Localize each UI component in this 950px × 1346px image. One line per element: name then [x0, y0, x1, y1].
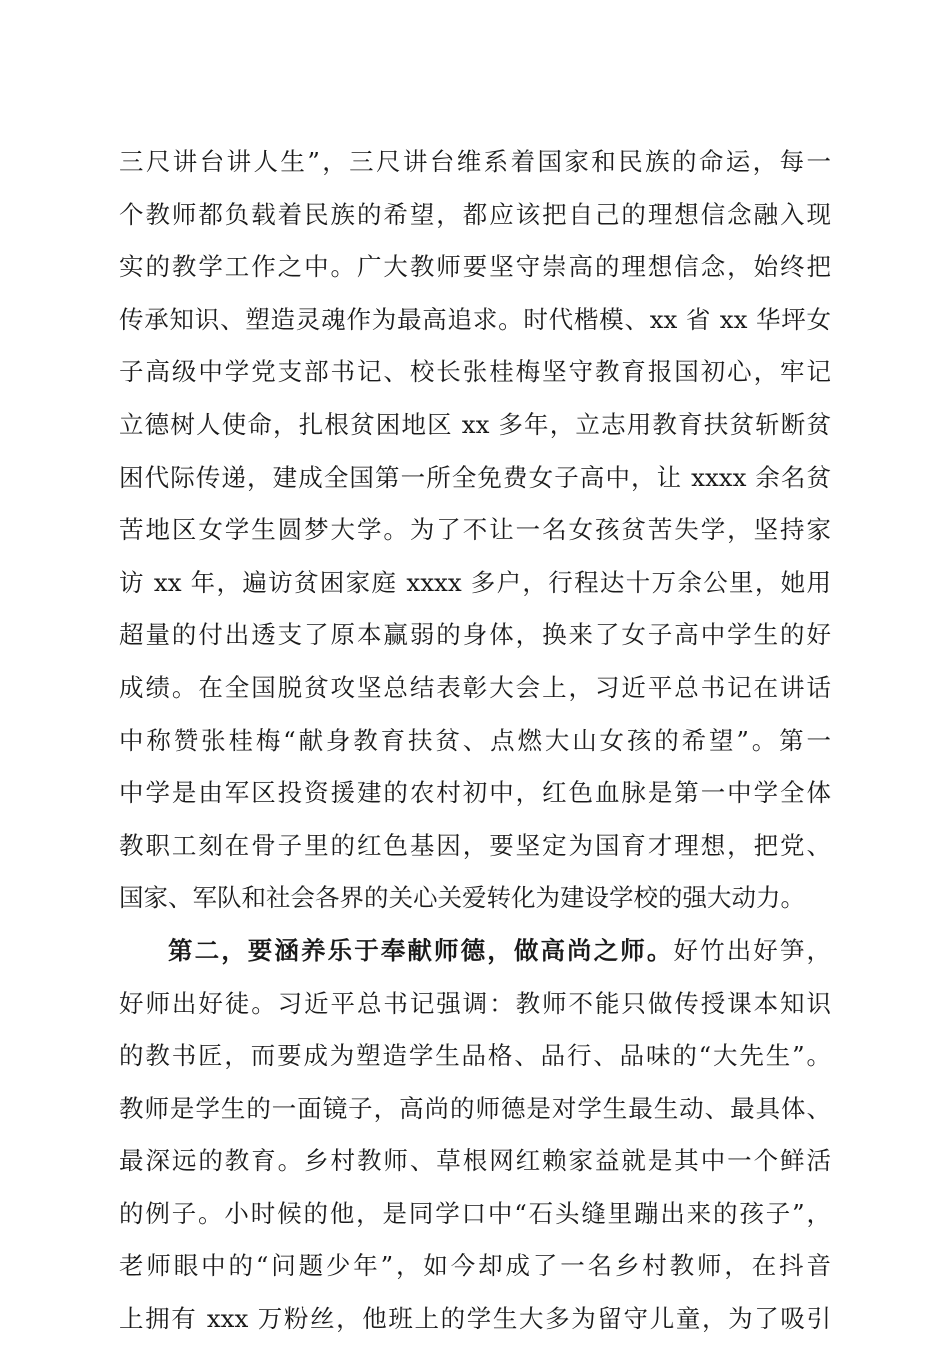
text-line: 传承知识、塑造灵魂作为最高追求。时代楷模、xx 省 xx 华坪女 — [119, 304, 831, 334]
text-line: 最深远的教育。乡村教师、草根网红赖家益就是其中一个鲜活 — [119, 1146, 831, 1176]
text-line: 中学是由军区投资援建的农村初中，红色血脉是第一中学全体 — [119, 778, 831, 808]
text-line: 困代际传递，建成全国第一所全免费女子高中，让 xxxx 余名贫 — [119, 462, 831, 492]
text-line: 三尺讲台讲人生”，三尺讲台维系着国家和民族的命运，每一 — [119, 147, 831, 176]
section-heading: 第二，要涵养乐于奉献师德，做高尚之师。 — [168, 935, 674, 965]
text-line: 实的教学工作之中。广大教师要坚守崇高的理想信念，始终把 — [119, 252, 831, 282]
paragraph-2 — [119, 925, 831, 1346]
text-line: 上拥有 xxx 万粉丝，他班上的学生大多为留守儿童，为了吸引 — [119, 1304, 831, 1334]
text-line: 超量的付出透支了原本赢弱的身体，换来了女子高中学生的好 — [119, 620, 831, 650]
text-line: 好师出好徒。习近平总书记强调：教师不能只做传授课本知识 — [119, 988, 831, 1018]
text-line: 老师眼中的“问题少年”，如今却成了一名乡村教师，在抖音 — [119, 1251, 831, 1281]
text-line: 教师是学生的一面镜子，高尚的师德是对学生最生动、最具体、 — [119, 1093, 831, 1123]
paragraph-1 — [119, 136, 831, 925]
text-line: 的例子。小时候的他，是同学口中“石头缝里蹦出来的孩子”， — [119, 1198, 831, 1228]
text-line: 教职工刻在骨子里的红色基因，要坚定为国育才理想，把党、 — [119, 830, 831, 860]
text-line: 子高级中学党支部书记、校长张桂梅坚守教育报国初心，牢记 — [119, 357, 831, 387]
text-line: 苦地区女学生圆梦大学。为了不让一名女孩贫苦失学，坚持家 — [119, 515, 831, 545]
text-line: 个教师都负载着民族的希望，都应该把自己的理想信念融入现 — [119, 199, 831, 229]
text-line: 国家、军队和社会各界的关心关爱转化为建设学校的强大动力。 — [119, 883, 805, 913]
text-line: 访 xx 年，遍访贫困家庭 xxxx 多户，行程达十万余公里，她用 — [119, 567, 831, 597]
text-line: 中称赞张桂梅“献身教育扶贫、点燃大山女孩的希望”。第一 — [119, 725, 831, 755]
text-line: 成绩。在全国脱贫攻坚总结表彰大会上，习近平总书记在讲话 — [119, 672, 831, 702]
body-text — [119, 136, 831, 1346]
paragraph-2-first-line — [119, 925, 831, 978]
text-line: 立德树人使命，扎根贫困地区 xx 多年，立志用教育扶贫斩断贫 — [119, 409, 831, 439]
heading-continuation: 好竹出好笋， — [673, 935, 832, 965]
text-line: 的教书匠，而要成为塑造学生品格、品行、品味的“大先生”。 — [119, 1041, 831, 1071]
